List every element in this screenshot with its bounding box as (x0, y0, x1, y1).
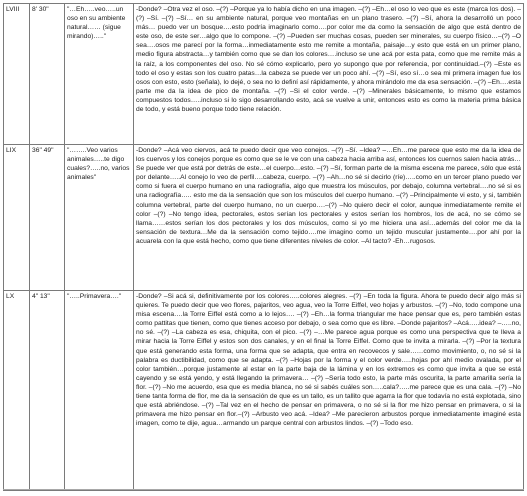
table-row (4, 145, 524, 291)
inquiry-text: -Donde? –Acá veo ciervos, acá te puedo decir que veo conejos. –(?) –Sí. –Idea? –…Eh…me parece que esto me da la idea de los cuervos y los conejos porque es como que se le ve con una cabeza hacia arriba así, entonces los cuernos salen hacia atrás…Se puede ver que está por detrás de este…el cuerpo…esto. –(?) –Sí, forman parte de la misma escena me parece, sólo que está por delante…..Al conejo lo veo de perfil….cabeza, cuerpo. –(?) –Ah…no sé si decirlo (ríe)…..como en un tercer plano puedo ver como si fuera el cuerpo humano en una radiografía, algo que muestra los músculos, por debajo, columna vertebral….no sé si es una radiografía….. esto me da la sensación que son los músculos del cuerpo humano. –(?) –Principalmente vi esto, y si, también columna vertebral, parte del cuerpo humano, no un cuerpo….–(?) –No quiero decir el color, aunque inmediatamente remite el color –(?) –No tengo idea, pectorales, estos serían los pectorales y estos serían los hombros, los de acá, no se cómo se llama……estos serían los dos pectorales y los dos músculos, como si yo me hiciera una así…además del color me da la sensación de textura…Me da la sensación como tejido….me imagino como un tejido muscular justamente….por ahí por la acuarela con la que está hecho, como que tiene diferentes niveles de color. –Al tacto? -Eh…rugosos. (134, 145, 524, 291)
transcript-table (3, 3, 524, 491)
table-row (4, 291, 524, 491)
plate-id: LVIII (4, 4, 30, 145)
response-time: 36" 49" (30, 145, 65, 291)
initial-response: "…..Primavera…." (65, 291, 134, 491)
plate-id: LX (4, 291, 30, 491)
plate-id: LIX (4, 145, 30, 291)
inquiry-text: -Donde? –Otra vez el oso. –(?) –Porque ya lo había dicho en una imagen. –(?) –Eh…el oso lo veo que es este (marca los dos). –(?) –Sí. –(?) –Sí… en su ambiente natural, porque veo montañas en un plano trasero. –(?) –Sí, ahora la desarrolló un poco más… puedo ver un bosque….esto podría imaginarlo como….por color me da como la sensación de algo que está dentro de este oso, de este ser…algo que lo compone. –(?) –Pueden ser muchas cosas, pueden ser minerales, su cuerpo físico…–(?) –O sea….osos me parecí por la forma…inmediatamente esto me remite a montaña, paisaje…y esto que está en un primer plano, medio figura abstracta…y también como que se dan los colores….incluso se une acá por esta pata, como que me remite más a la raíz, a los componentes del oso. No sé cómo explicarlo, pero yo supongo que por referencia, por continuidad.–(?) –Este es todo el oso y estas son los cuatro patas…la cabeza se puede ver un poco ahí. –(?) –Sí, eso sí…o sea mi primera imagen fue los osos con esto, esto (señala), lo dejé, o sea no lo definí así rápidamente, y ahora mirándolo me da esa sensación. –(?) –Eh….esta parte me da la idea de pico de montaña. –(?) –Si el color verde. –(?) –Minerales básicamente, lo mismo que estamos compuestos todos…..incluso si lo sigo desarrollando esto, acá se vuelve a unir, entonces esto es como la materia prima básica de todo, y está bueno porque todo tiene relación. (134, 4, 524, 145)
table-row (4, 4, 524, 145)
table-bottom-rule (3, 489, 524, 490)
initial-response: "…Eh…..veo…..un oso en su ambiente natural…… (sigue mirando)….." (65, 4, 134, 145)
response-time: 4" 13" (30, 291, 65, 491)
initial-response: "……..Veo varios animales…..te digo cuales?…..no, varios animales" (65, 145, 134, 291)
inquiry-text: -Donde? –Si acá si, definitivamente por los colores…..colores alegres. –(?) –En toda la figura. Ahora te puedo decir algo más si quieres. Te puedo decir que veo flores, pajaritos, veo agua, veo la Torre Eiffel, veo hojas y arbustos. –(?) –No, todo compone una misa escena….la Torre Eiffel está como a lo lejos…. –(?) –Eh…la forma triangular me hace pensar que es, pero también estas como pattitas que tienen, como que tienes acceso por debajo, o sea como que es libre. –Donde pajaritos? –Acá…..idea? –…..no, no sé. –(?) –La cabeza es esa, chiquita, con el pico. –(?) –…Me parece agua porque es como una perspectiva que te lleva a mirar hacia la Torre Eiffel y estos son dos canales, y en el final la Torre Eiffel. Como que te invita a mirarla. –(?) –Por la textura que está generando esta forma, una forma que se adapta, que entra en recovecos y sale……como movimiento, o, no sé si la palabra es ductibilidad, como que se adapta. –(?) –Hojas por la forma y el color verde…..hojas por ahí medio ovalada, por el color también…porque justamente al estar en la parte baja de la lámina y en los extremos es como que invita a que se está cayendo y se está yendo, y está llegando la primavera… –(?) –Sería todo esto, la parte más oscurita, la parte amarilla sería la flor. –(?) –No me acuerdo, esa que es media blanca, no sé si sabés cuáles son…..cala?…..me parece que es una cala. –(?) –No tiene tanta forma de flor, me da la sensación de que es un tallo, es un tallito que agarra la flor que todavía no está explotada, sino que está abriéndose. –(?) –Tal vez en el hecho de pensar en primavera, o no sé si la flor me hizo pensar en primavera, o si la primavera me hizo pensar en flor.–(?) –Arbusto veo acá. –Idea? –Me parecieron arbustos porque inmediatamente imaginé esta imagen, como te dije, agua…armando un parque central con arbustos lindos. –(?) –Todo eso. (134, 291, 524, 491)
response-time: 8' 30" (30, 4, 65, 145)
